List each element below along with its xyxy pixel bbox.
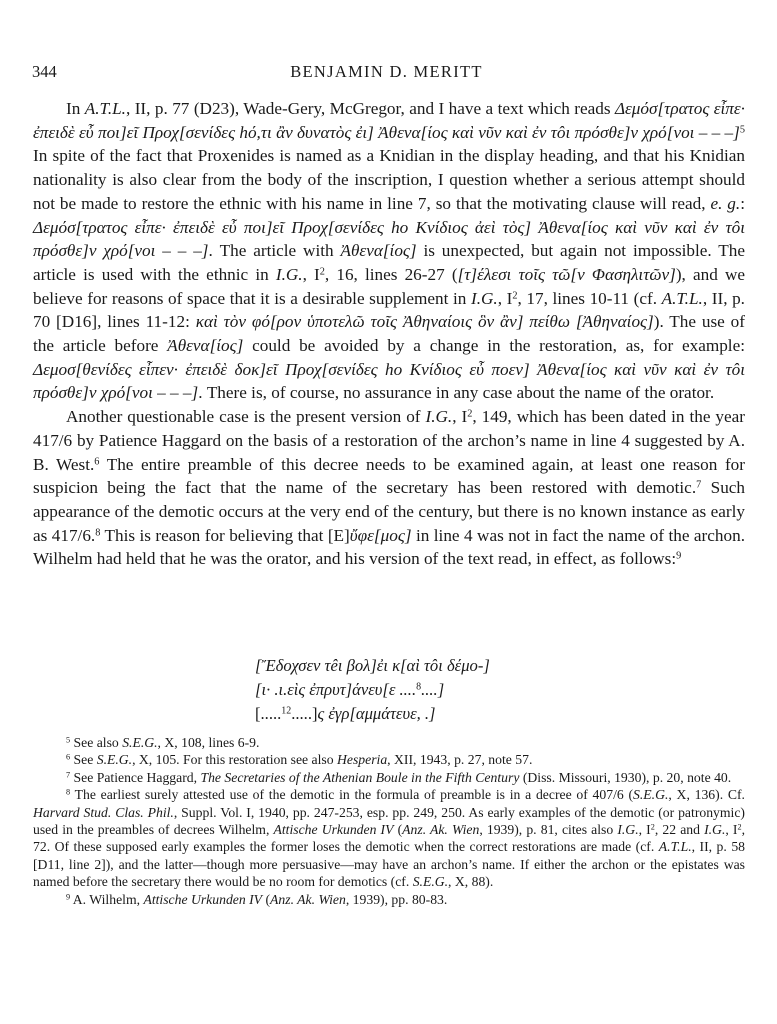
italic-text: Hesperia [336,752,388,768]
text-run: The entire preamble of this decree needs to be examined again, at least one reason for suspicion being the fact that the name of the secretary has been restored with demotic. [33,454,745,498]
text-run: , X, 105. For this restoration see also [132,752,337,768]
note-ref: 2 [737,822,742,832]
text-run: , II, p. 77 (D23), Wade-Gery, McGregor, and I have a text which reads [125,99,615,118]
italic-text: I.G. [471,288,498,308]
note-ref: 8 [95,526,101,538]
text-run: , X, 108, lines 6-9. [157,735,260,750]
text-run: , Suppl. Vol. I, 1940, pp. 247-253, esp. pp. 249, 250. As early examples of the demotic (or patronymic) used in the preambles of decrees Wilhelm, [33,804,745,838]
italic-text: S.E.G. [122,735,158,750]
text-run: , 149, which has been dated in the year 417/6 by Patience Haggard on the basis of a restoration of the archon’s name in line 4 suggested by A. B. West. [33,407,745,474]
italic-text: [ι· .ι.εὶς ἐπρυτ]άνευ[ε .... [255,680,417,699]
text-run: Another questionable case is the present version of [66,407,426,427]
italic-text: Δεμόσ[τρατος εἶπε· ἐπειδὲ εὖ ποι]εῖ Προχ[σενίδες hο Κνίδιος ἀεὶ τὸς] Ἀθενα[ίος καὶ νῦν καὶ ἐν τôι πρόσθε]ν χρό[νοι – – –] [33,217,745,261]
italic-text: ὔφε[μος] [349,525,412,545]
text-run: , I [638,822,651,838]
text-run: , II, p. 58 [D11, line 2]), and the latter—though more persuasive—may have an archon’s name. If either the archon or the epistates was named before the secretary there would be no room for demotics (cf. [33,839,746,890]
italic-text: The Secretaries of the Athenian Boule in the Fifth Century [200,769,520,785]
text-run: could be avoided by a change in the restoration, as, for example: [243,336,745,356]
italic-text: A.T.L. [661,288,703,308]
text-run: , XII, 1943, p. 27, note 57. [387,752,533,768]
italic-text: I.G. [275,264,303,284]
text-run: . There is, of course, no assurance in any case about the name of the orator. [198,383,715,403]
italic-text: S.E.G. [412,874,449,890]
italic-text: Δεμόσ[τρατος εἶπε· ἐπειδὲ εὖ ποι]εῖ Προχ[σενίδες hό,τι ἂν δυνατὸς ἐι] Ἀθενα[ίος καὶ νῦν καὶ ἐν τôι πρόσθε]ν χρό[νοι – – –] [33,99,745,142]
text-run: See also [70,735,123,750]
note-ref: 6 [66,752,71,762]
text-run: , 72. Of these supposed early examples the former loses the demotic when the correct restorations are made (cf. [33,822,746,855]
italic-text: Ἀθενα[ίος] [340,241,417,261]
text-run: : [740,193,745,213]
italic-text: Attische Urkunden IV [143,891,263,907]
text-run: In spite of the fact that Proxenides is named as a Knidian in the display heading, and that his Knidian nationality is also clear from the body of the inscription, I question whether a serious attempt should not be made to restore the ethnic with his name in line 7, so that the motivating clause will read, [33,146,745,213]
footnote [33,734,745,751]
text-run: This is reason for believing that [E] [100,525,350,545]
italic-text: Anz. Ak. Wien [402,822,480,838]
greek-line [255,654,490,678]
text-run: The earliest surely attested use of the demotic in the formula of preamble is in a decree of 407/6 ( [70,787,634,803]
text-run: See [70,752,97,768]
italic-text: S.E.G. [96,752,133,768]
note-ref: 6 [94,455,100,467]
footnote [33,751,745,768]
italic-text: Ἀθενα[ίος] [167,336,244,356]
text-run: , 1939), pp. 80-83. [345,891,448,907]
italic-text: Harvard Stud. Clas. Phil. [33,804,174,820]
italic-text: [Ἔδοχσεν τêι βολ]ἐι κ[αὶ τôι δέμο-] [255,656,490,675]
text-run: ), and we believe for reasons of space that it is a desirable supplement in [33,264,745,308]
italic-text: Attische Urkunden IV [273,822,394,838]
italic-text: καὶ τὸν φό[ρον ὑποτελῶ τοῖς Ἀθηναίοις ὃν ἂν] πείθω [Ἀθηναίος] [195,312,654,332]
paragraph [33,405,745,571]
italic-text: e. g. [710,193,741,213]
italic-text: A.T.L. [658,839,692,855]
text-run: , 1939), p. 81, cites also [479,822,618,838]
text-run: , 17, lines 10-11 (cf. [517,288,662,308]
text-run: , I [452,407,468,427]
italic-text: I.G. [704,822,726,838]
page-header [32,62,741,84]
note-ref: 9 [66,892,71,902]
italic-text: ....] [421,680,445,699]
text-run: , I [302,264,320,284]
text-run: In [66,99,85,118]
greek-quotation [255,654,490,726]
italic-text: Δεμοσ[θενίδες εἶπεν· ἐπειδὲ δοκ]εῖ Προχ[σενίδες hο Κνίδιος εὖ ποεν] Ἀθενα[ίος καὶ νῦν καὶ ἐν τôι πρόσθε]ν χρό[νοι – – –] [33,359,745,403]
footnote [33,786,745,890]
text-run: . The article with [208,241,341,261]
text-run: Such appearance of the demotic occurs at the very end of the century, but there is no known instance as early as 417/6. [33,478,746,545]
italic-text: [τ]έλεσι τοῖς τῶ[ν Φασηλιτῶν] [457,264,676,284]
note-ref: 7 [66,770,71,780]
running-head: BENJAMIN D. MERITT [290,62,483,81]
footnotes [33,734,745,908]
text-run: is unexpected, but again not impossible. The article is used with the ethnic in [33,241,745,284]
note-ref: 5 [66,735,71,745]
text-run: ( [262,891,271,907]
italic-text: S.E.G. [633,787,669,803]
italic-text: A.T.L. [84,99,126,118]
page-number: 344 [32,62,57,81]
footnote [33,891,745,908]
text-run: ( [393,822,403,838]
note-ref: 2 [319,266,325,278]
note-ref: 5 [739,124,745,136]
note-ref: 2 [650,822,655,832]
text-run: in line 4 was not in fact the name of the archon. Wilhelm had held that he was the orator, and his version of the text read, in effect, as follows: [33,525,745,569]
greek-line [255,678,490,702]
greek-line [255,702,490,726]
text-run: , I [497,288,513,308]
text-run: A. Wilhelm, [70,891,144,907]
note-ref: 12 [281,705,292,717]
text-run: [..... [255,704,282,723]
text-run: (Diss. Missouri, 1930), p. 20, note 40. [519,769,732,785]
text-run: .....] [291,704,318,723]
text-run: , 16, lines 26-27 ( [324,264,458,284]
note-ref: 9 [676,550,682,562]
text-run: , X, 88). [448,874,494,890]
text-run: , II, p. 70 [D16], lines 11-12: [33,288,745,332]
text-run: ). The use of the article before [33,312,745,356]
footnote [33,769,745,786]
italic-text: I.G. [617,822,639,838]
italic-text: ς ἐγρ[αμμάτευε, .] [317,704,436,723]
text-run: See Patience Haggard, [70,769,201,785]
note-ref: 7 [696,479,702,491]
text-run: , X, 136). Cf. [668,787,745,803]
italic-text: I.G. [425,407,453,427]
body-text [33,97,745,571]
note-ref: 2 [512,289,518,301]
note-ref: 8 [416,681,422,693]
paragraph [33,97,745,405]
text-run: , 22 and [654,822,705,838]
note-ref: 2 [467,408,473,420]
text-run: , I [725,822,738,838]
italic-text: Anz. Ak. Wien [270,891,346,907]
note-ref: 8 [66,787,71,797]
